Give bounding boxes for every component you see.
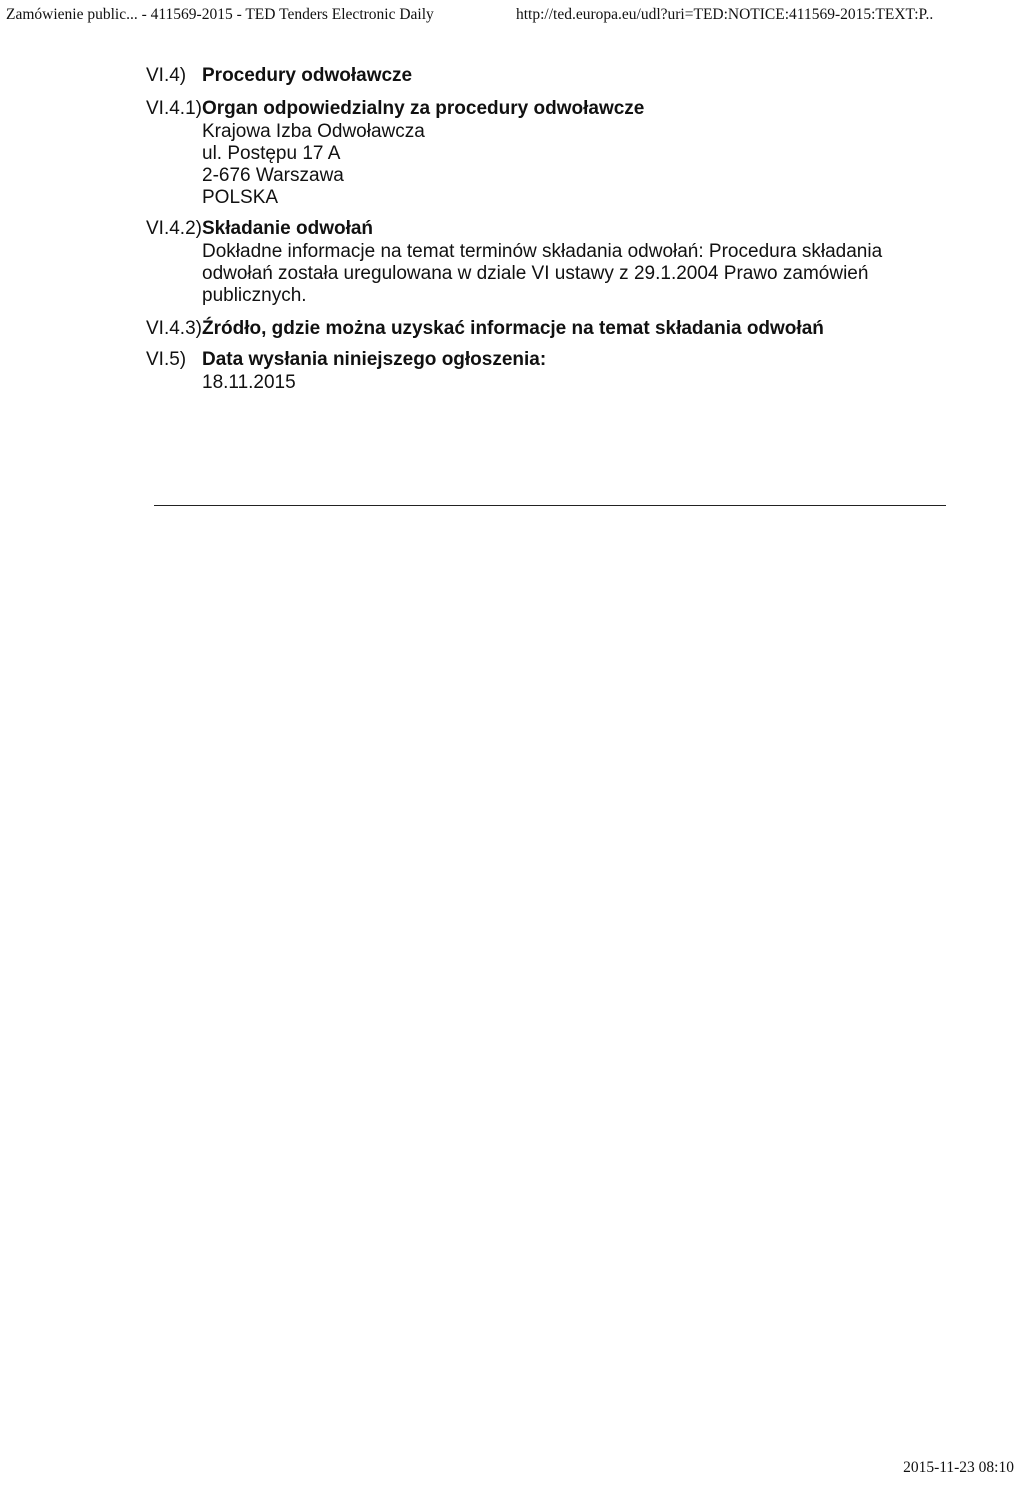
section-heading: Organ odpowiedzialny za procedury odwoławcze bbox=[202, 98, 645, 119]
address-country: POLSKA bbox=[202, 187, 279, 208]
notice-content bbox=[146, 64, 986, 394]
print-timestamp: 2015-11-23 08:10 bbox=[903, 1459, 1014, 1476]
section-vi4 bbox=[146, 64, 986, 88]
section-number: VI.4.3) bbox=[146, 318, 202, 339]
section-vi42 bbox=[146, 217, 986, 307]
dispatch-date: 18.11.2015 bbox=[202, 372, 296, 393]
page-url: http://ted.europa.eu/udl?uri=TED:NOTICE:411569-2015:TEXT:P.. bbox=[516, 6, 934, 23]
address-city: 2-676 Warszawa bbox=[202, 165, 344, 186]
address-street: ul. Postępu 17 A bbox=[202, 143, 341, 164]
section-number: VI.4.1) bbox=[146, 98, 202, 119]
section-vi43 bbox=[146, 317, 986, 341]
section-heading: Data wysłania niniejszego ogłoszenia: bbox=[202, 349, 547, 370]
page-title: Zamówienie public... - 411569-2015 - TED Tenders Electronic Daily bbox=[6, 6, 434, 23]
section-number: VI.5) bbox=[146, 349, 187, 370]
section-heading: Źródło, gdzie można uzyskać informacje na temat składania odwołań bbox=[202, 318, 824, 339]
section-vi41 bbox=[146, 97, 986, 209]
address-organization: Krajowa Izba Odwoławcza bbox=[202, 121, 425, 142]
print-header bbox=[6, 6, 1018, 30]
section-heading: Składanie odwołań bbox=[202, 218, 374, 239]
section-vi5 bbox=[146, 348, 986, 394]
section-number: VI.4) bbox=[146, 65, 187, 86]
divider bbox=[154, 505, 946, 506]
section-text: Dokładne informacje na temat terminów składania odwołań: Procedura składania odwołań została uregulowana w dziale VI ustawy z 29.1.2004 Prawo zamówień publicznych. bbox=[202, 241, 883, 306]
section-heading: Procedury odwoławcze bbox=[202, 65, 413, 86]
section-number: VI.4.2) bbox=[146, 218, 202, 239]
